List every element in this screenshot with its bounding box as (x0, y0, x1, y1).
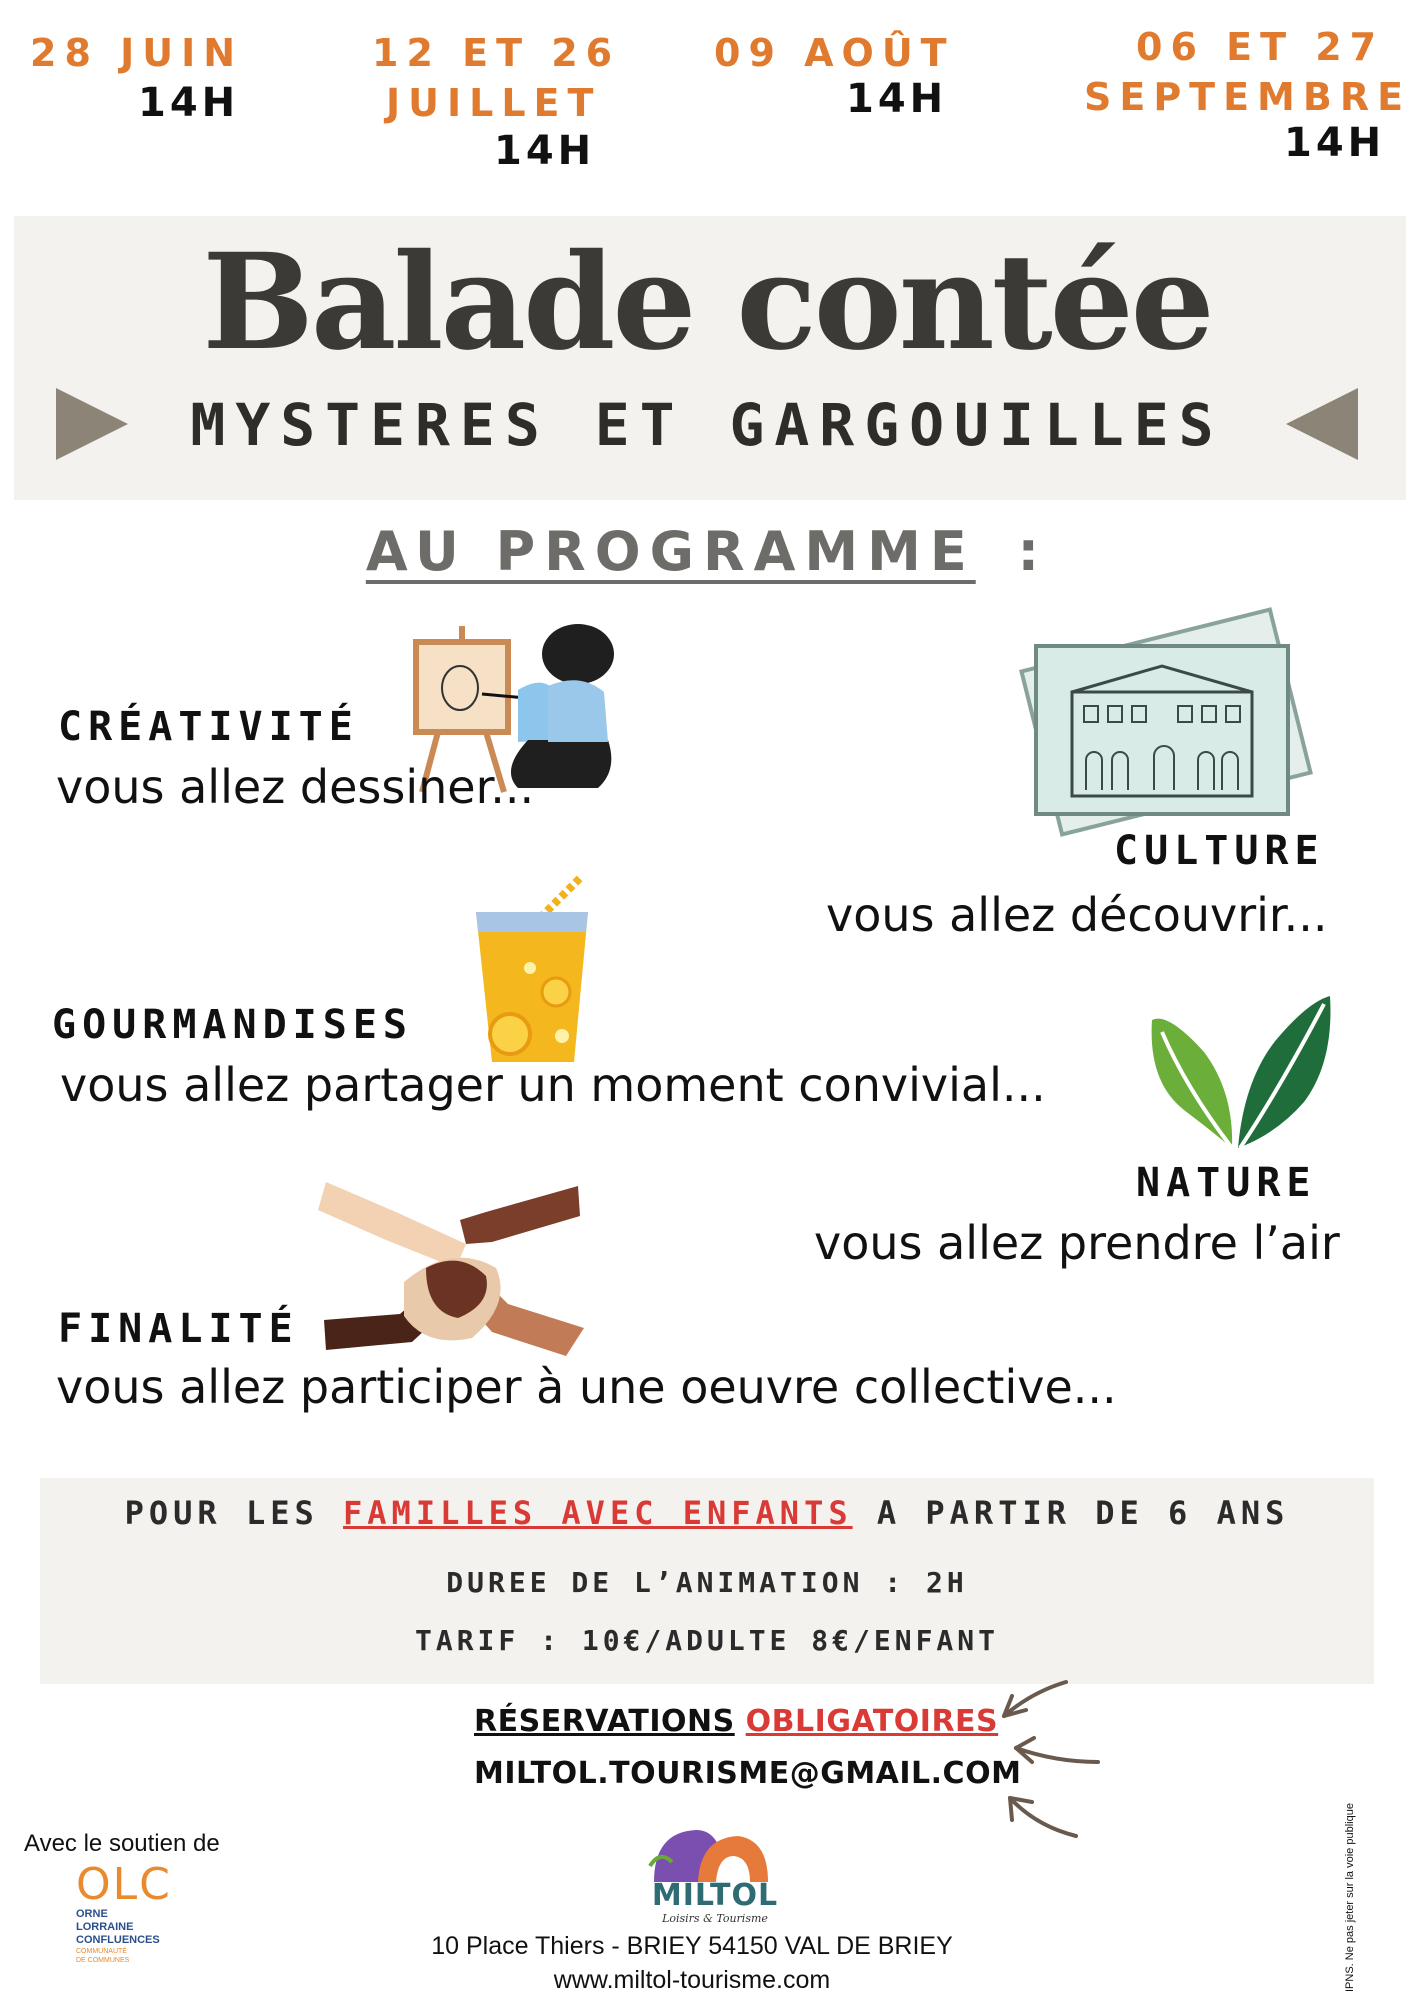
reservation-line (474, 1704, 999, 1739)
olc-logo-main: OLC (76, 1859, 172, 1910)
section-creativite-text: vous allez dessiner... (56, 760, 535, 814)
date-1-title: 28 JUIN (30, 31, 244, 75)
right-arrow-decoration (1286, 388, 1358, 460)
section-finalite-label: FINALITÉ (58, 1306, 299, 1352)
date-2-title-line1: 12 ET 26 (372, 31, 621, 75)
section-nature-text: vous allez prendre l’air (814, 1216, 1340, 1270)
hero-subtitle: MYSTERES ET GARGOUILLES (190, 391, 1224, 459)
section-nature-label: NATURE (1136, 1160, 1317, 1206)
olc-logo-line-3: CONFLUENCES (76, 1934, 160, 1946)
juice-glass-icon (470, 872, 596, 1068)
section-finalite-text: vous allez participer à une oeuvre collective... (56, 1360, 1117, 1414)
side-note: IPNS. Ne pas jeter sur la voie publique (1344, 1803, 1356, 1992)
section-gourmandises-label: GOURMANDISES (52, 1002, 413, 1048)
programme-heading-colon: : (1017, 520, 1049, 583)
date-4-time: 14H (1284, 120, 1386, 166)
left-arrow-decoration (56, 388, 128, 460)
olc-logo-small-1: COMMUNAUTÉ (76, 1948, 127, 1955)
reservation-label: RÉSERVATIONS (474, 1704, 735, 1739)
audience-line-end: A PARTIR DE 6 ANS (852, 1494, 1290, 1532)
audience-highlight: FAMILLES AVEC ENFANTS (343, 1494, 853, 1532)
building-card-icon (1008, 606, 1324, 838)
reservation-highlight: OBLIGATOIRES (745, 1704, 999, 1739)
date-3-title: 09 AOÛT (714, 31, 955, 75)
date-2-time: 14H (494, 128, 596, 174)
price-line: TARIF : 10€/ADULTE 8€/ENFANT (414, 1624, 999, 1657)
date-2-title-line2: JUILLET (386, 81, 602, 125)
miltol-logo-icon (646, 1826, 772, 1884)
reservation-email[interactable]: MILTOL.TOURISME@GMAIL.COM (474, 1756, 1022, 1791)
date-4-title-line2: SEPTEMBRE (1084, 75, 1412, 119)
miltol-tagline: Loisirs & Tourisme (662, 1912, 768, 1925)
date-4-title-line1: 06 ET 27 (1136, 25, 1385, 69)
pointing-arrows-icon (996, 1676, 1106, 1846)
duration-line: DUREE DE L’ANIMATION : 2H (446, 1566, 968, 1599)
section-creativite-label: CRÉATIVITÉ (58, 704, 359, 750)
olc-logo-small-2: DE COMMUNES (76, 1957, 130, 1964)
audience-line (40, 1494, 1374, 1532)
audience-line-start: POUR LES (124, 1494, 344, 1532)
section-culture-label: CULTURE (1114, 828, 1325, 874)
date-1-time: 14H (138, 80, 240, 126)
footer-website[interactable]: www.miltol-tourisme.com (553, 1966, 831, 1994)
support-text: Avec le soutien de (24, 1830, 220, 1857)
leaves-icon (1148, 992, 1334, 1158)
section-gourmandises-text: vous allez partager un moment convivial... (60, 1058, 1046, 1112)
date-3-time: 14H (846, 76, 948, 122)
olc-logo-line-1: ORNE (76, 1908, 108, 1920)
hero-title: Balade contée (202, 225, 1212, 380)
hands-unity-icon (316, 1172, 586, 1360)
miltol-name: MILTOL (651, 1878, 779, 1913)
olc-logo-line-2: LORRAINE (76, 1921, 134, 1933)
programme-heading-text: AU PROGRAMME (365, 520, 976, 583)
footer-address: 10 Place Thiers - BRIEY 54150 VAL DE BRIEY (431, 1932, 953, 1960)
programme-heading (0, 520, 1414, 583)
section-culture-text: vous allez découvrir... (826, 888, 1328, 942)
